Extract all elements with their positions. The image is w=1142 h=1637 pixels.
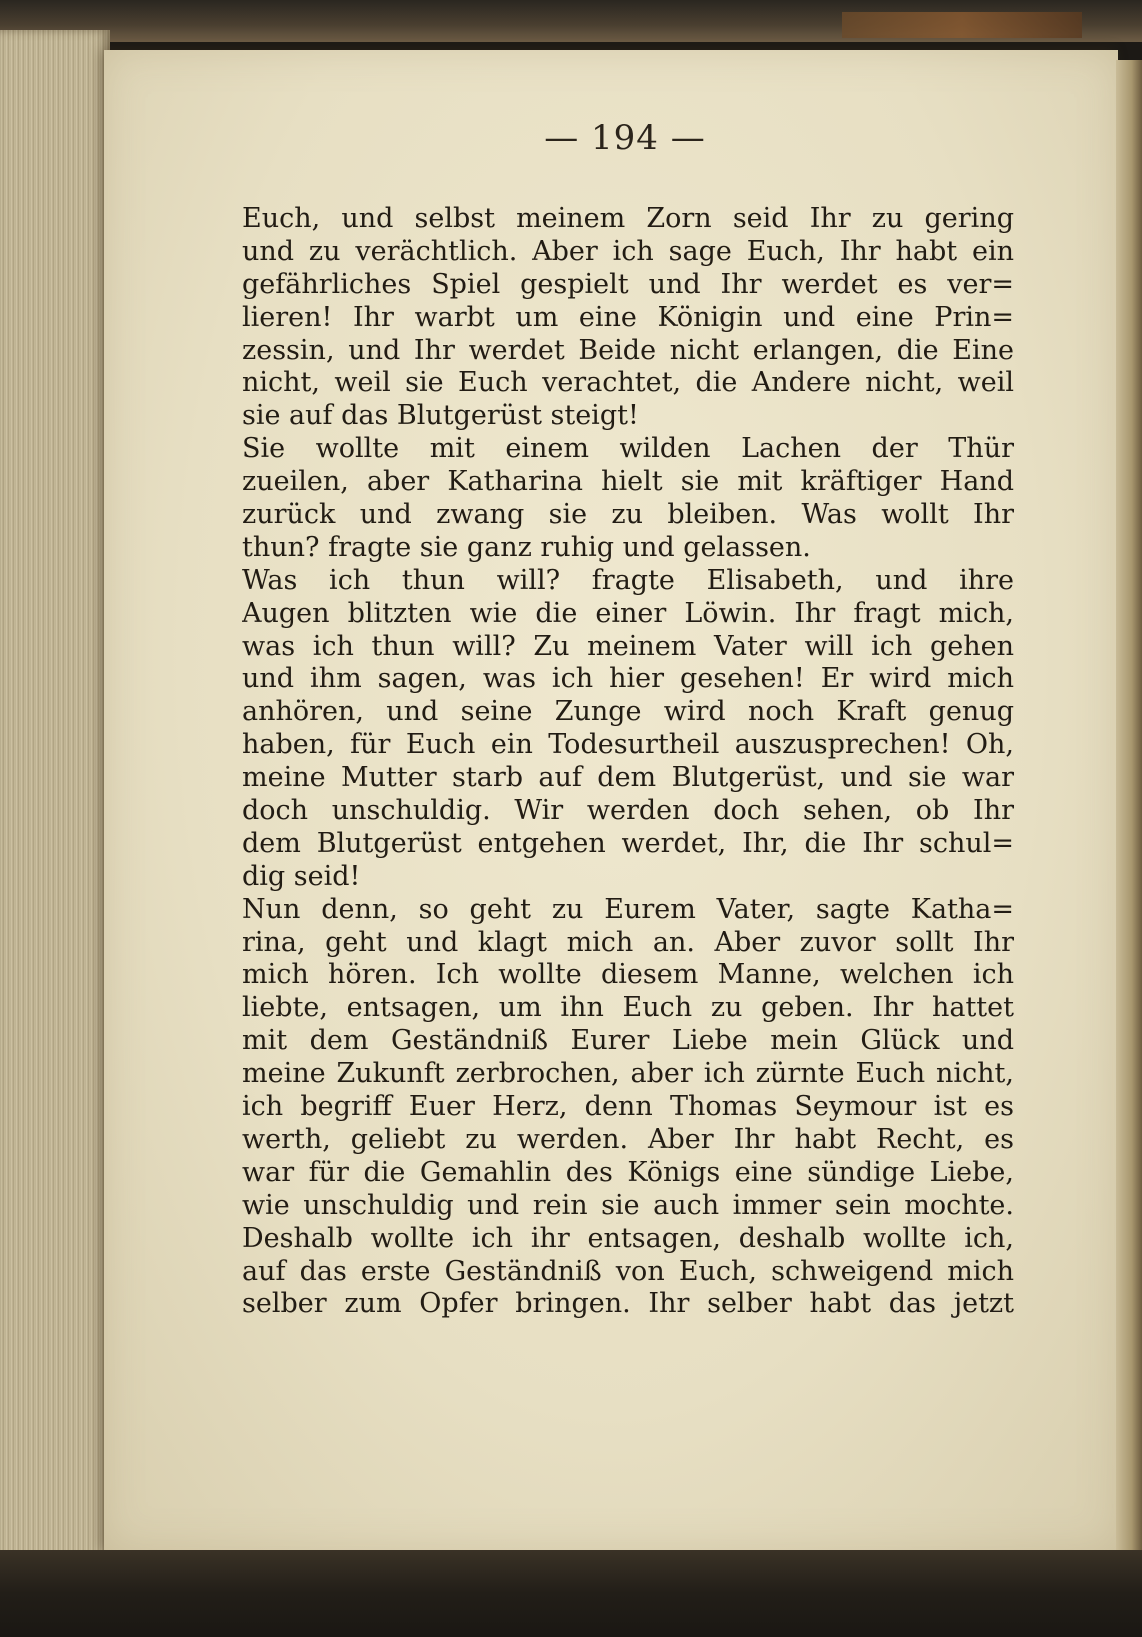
- text-line: liebte, entsagen, um ihn Euch zu geben. Ihr hattet: [242, 992, 1014, 1024]
- text-line: thun? fragte sie ganz ruhig und gelassen.: [242, 531, 811, 563]
- text-line: Augen blitzten wie die einer Löwin. Ihr fragt mich,: [242, 597, 1014, 629]
- text-line: meine Mutter starb auf dem Blutgerüst, und sie war: [242, 762, 1014, 794]
- text-line: mit dem Geständniß Eurer Liebe mein Glück und: [242, 1025, 1014, 1057]
- page-number: — 194 —: [544, 118, 706, 158]
- text-line: was ich thun will? Zu meinem Vater will ich gehen: [242, 630, 1014, 662]
- body-text: [242, 203, 1014, 1321]
- text-line: rina, geht und klagt mich an. Aber zuvor sollt Ihr: [242, 926, 1014, 958]
- text-line: selber zum Opfer bringen. Ihr selber habt das jetzt: [242, 1288, 1014, 1320]
- text-line: zueilen, aber Katharina hielt sie mit kräftiger Hand: [242, 466, 1014, 498]
- text-line: haben, für Euch ein Todesurtheil auszusprechen! Oh,: [242, 729, 1014, 761]
- text-line: und zu verächtlich. Aber ich sage Euch, Ihr habt ein: [242, 235, 1014, 267]
- text-line: dig seid!: [242, 860, 361, 892]
- text-line: mich hören. Ich wollte diesem Manne, welchen ich: [242, 959, 1014, 991]
- text-line: Nun denn, so geht zu Eurem Vater, sagte Katha=: [242, 893, 1014, 925]
- text-line: gefährliches Spiel gespielt und Ihr werdet es ver=: [242, 268, 1014, 300]
- text-line: wie unschuldig und rein sie auch immer sein mochte.: [242, 1189, 1014, 1221]
- text-line: ich begriff Euer Herz, denn Thomas Seymour ist es: [242, 1091, 1014, 1123]
- text-line: Deshalb wollte ich ihr entsagen, deshalb wollte ich,: [242, 1222, 1014, 1254]
- text-line: lieren! Ihr warbt um eine Königin und eine Prin=: [242, 301, 1014, 333]
- text-line: zessin, und Ihr werdet Beide nicht erlangen, die Eine: [242, 334, 1014, 366]
- text-line: und ihm sagen, was ich hier gesehen! Er wird mich: [242, 663, 1014, 695]
- text-line: nicht, weil sie Euch verachtet, die Andere nicht, weil: [242, 367, 1014, 399]
- text-line: war für die Gemahlin des Königs eine sündige Liebe,: [242, 1156, 1014, 1188]
- text-line: zurück und zwang sie zu bleiben. Was wollt Ihr: [242, 499, 1014, 531]
- book-right-edge: [1116, 60, 1142, 1560]
- text-line: dem Blutgerüst entgehen werdet, Ihr, die Ihr schul=: [242, 827, 1014, 859]
- text-line: Sie wollte mit einem wilden Lachen der Thür: [242, 433, 1014, 465]
- text-line: Was ich thun will? fragte Elisabeth, und ihre: [242, 564, 1014, 596]
- book-top-edge: [0, 0, 1142, 42]
- text-line: auf das erste Geständniß von Euch, schweigend mich: [242, 1255, 1014, 1287]
- book-bottom-edge: [0, 1550, 1142, 1637]
- text-line: Euch, und selbst meinem Zorn seid Ihr zu gering: [242, 203, 1014, 234]
- text-line: meine Zukunft zerbrochen, aber ich zürnte Euch nicht,: [242, 1058, 1014, 1090]
- text-line: doch unschuldig. Wir werden doch sehen, ob Ihr: [242, 795, 1014, 827]
- text-line: anhören, und seine Zunge wird noch Kraft genug: [242, 696, 1014, 728]
- page-stack-edge: [0, 30, 110, 1590]
- text-line: werth, geliebt zu werden. Aber Ihr habt Recht, es: [242, 1123, 1014, 1155]
- text-line: sie auf das Blutgerüst steigt!: [242, 400, 639, 432]
